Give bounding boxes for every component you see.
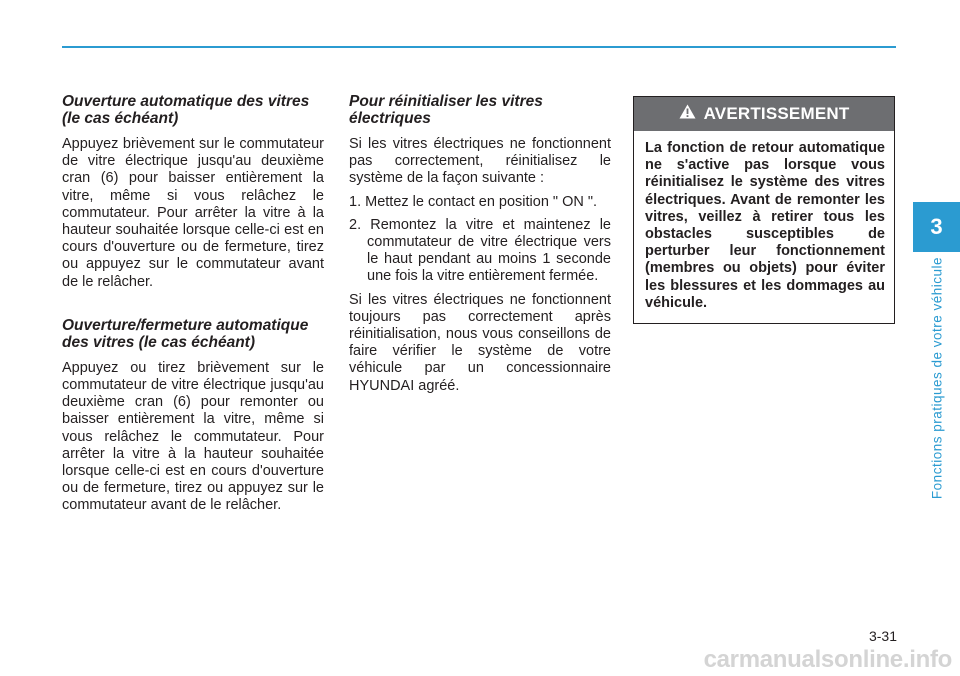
chapter-tab: 3 xyxy=(913,202,960,252)
watermark: carmanualsonline.info xyxy=(703,646,952,673)
section-outro-reset: Si les vitres électriques ne fonctionnent toujours pas correctement après réinitialisation, nous vous conseillons de faire vérifier le système de votre véhicule par un concessionnaire HYUNDAI agréé. xyxy=(349,291,611,394)
section-body-auto-open-close: Appuyez ou tirez brièvement sur le commutateur de vitre électrique jusqu'au deuxième cran (6) pour remonter ou baisser entièrement la vitre, même si vous relâchez le commutateur. Pour arrêter la vitre à la hauteur souhaitée lorsque celle-ci est en cours d'ouverture ou de fermeture, tirez ou appuyez sur le commutateur avant de le relâcher. xyxy=(62,359,324,514)
warning-triangle-icon xyxy=(679,104,696,124)
section-intro-reset: Si les vitres électriques ne fonctionnent pas correctement, réinitialisez le système de la façon suivante : xyxy=(349,136,611,187)
reset-step: 1. Mettez le contact en position " ON ". xyxy=(349,193,598,210)
column-left xyxy=(62,93,324,515)
chapter-title: Fonctions pratiques de votre véhicule xyxy=(929,256,945,500)
warning-box xyxy=(633,96,895,324)
section-spacer xyxy=(62,291,324,317)
page-number: 3-31 xyxy=(868,628,897,644)
section-heading-auto-open-close: Ouverture/fermeture automatique des vitres (le cas échéant) xyxy=(62,316,309,351)
section-heading-reset: Pour réinitialiser les vitres électriques xyxy=(349,93,543,127)
warning-title: AVERTISSEMENT xyxy=(703,104,850,123)
column-middle xyxy=(349,93,611,395)
reset-steps-list xyxy=(349,194,611,286)
warning-header xyxy=(634,97,894,131)
reset-step: 2. Remontez la vitre et maintenez le commutateur de vitre électrique vers le haut pendant au moins 1 seconde une fois la vitre entièrement fermée. xyxy=(349,216,611,285)
warning-body: La fonction de retour automatique ne s'active pas lorsque vous réinitialisez le système des vitres électriques. Avant de remonter les vitres, veillez à retirer tous les obstacles susceptibles de perturber leur fonctionnement (membres ou objets) pour éviter les blessures et les dommages au véhicule. xyxy=(645,140,885,311)
section-heading-auto-open: Ouverture automatique des vitres (le cas échéant) xyxy=(62,93,310,127)
section-body-auto-open: Appuyez brièvement sur le commutateur de vitre électrique jusqu'au deuxième cran (6) pour baisser entièrement la vitre, même si vous relâchez le commutateur. Pour arrêter la vitre à la hauteur souhaitée lorsque celle-ci est en cours d'ouverture ou de fermeture, tirez ou appuyez sur le commutateur avant de le relâcher. xyxy=(62,136,324,290)
header-rule xyxy=(62,46,896,48)
